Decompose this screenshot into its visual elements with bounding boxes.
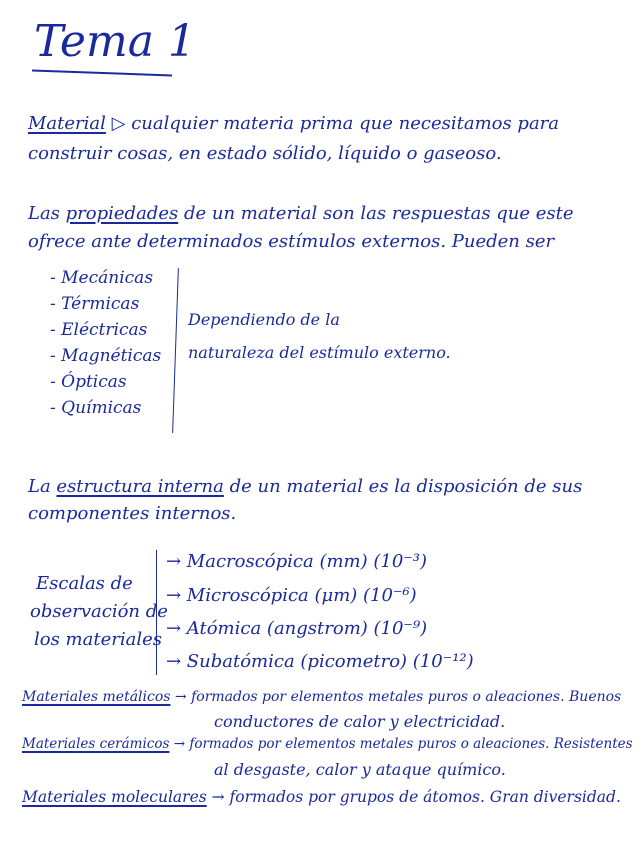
material-def-line2: construir cosas, en estado sólido, líquido o gaseoso. bbox=[28, 143, 502, 164]
tipo-metalicos-text1: → formados por elementos metales puros o aleaciones. Buenos bbox=[174, 689, 622, 705]
estructura-term: estructura interna bbox=[56, 476, 224, 497]
brace bbox=[156, 550, 157, 675]
tipo-moleculares-term: Materiales moleculares bbox=[22, 788, 207, 806]
tipo-ceramicos-line1 bbox=[22, 738, 633, 752]
list-item: → Macroscópica (mm) (10⁻³) bbox=[166, 551, 428, 572]
estructura-line2: componentes internos. bbox=[28, 503, 237, 524]
propiedades-line1 bbox=[28, 205, 574, 223]
propiedades-pre: Las bbox=[28, 203, 60, 224]
list-item: - Eléctricas bbox=[50, 320, 148, 340]
tipo-metalicos-line1 bbox=[22, 690, 621, 704]
tipo-metalicos-term: Materiales metálicos bbox=[22, 689, 171, 705]
arrow-icon: ▷ bbox=[111, 113, 132, 134]
tipo-moleculares-line1 bbox=[22, 790, 621, 806]
estructura-pre: La bbox=[28, 476, 51, 497]
estructura-post: de un material es la disposición de sus bbox=[229, 476, 583, 497]
propiedades-post: de un material son las respuestas que este bbox=[183, 203, 574, 224]
escalas-label2: observación de bbox=[30, 601, 168, 622]
material-def-text1: cualquier materia prima que necesitamos para bbox=[131, 113, 560, 134]
propiedades-term: propiedades bbox=[65, 203, 179, 224]
propiedades-note2: naturaleza del estímulo externo. bbox=[188, 343, 451, 362]
brace bbox=[172, 268, 179, 433]
escalas-label3: los materiales bbox=[34, 629, 162, 650]
tipo-ceramicos-text1: → formados por elementos metales puros o aleaciones. Resistentes bbox=[173, 736, 633, 752]
list-item: → Subatómica (picometro) (10⁻¹²) bbox=[166, 651, 474, 672]
material-term: Material bbox=[28, 113, 106, 134]
tipo-ceramicos-line2: al desgaste, calor y ataque químico. bbox=[214, 760, 506, 779]
tipo-metalicos-line2: conductores de calor y electricidad. bbox=[214, 712, 506, 731]
propiedades-line2: ofrece ante determinados estímulos externos. Pueden ser bbox=[28, 231, 555, 252]
estructura-line1 bbox=[28, 478, 582, 496]
list-item: - Magnéticas bbox=[50, 346, 162, 366]
propiedades-note1: Dependiendo de la bbox=[188, 310, 340, 329]
list-item: - Mecánicas bbox=[50, 268, 154, 288]
material-def-line1 bbox=[28, 115, 559, 133]
tipo-moleculares-text1: → formados por grupos de átomos. Gran diversidad. bbox=[211, 788, 621, 806]
list-item: → Atómica (angstrom) (10⁻⁹) bbox=[166, 618, 428, 639]
title-underline bbox=[32, 70, 172, 77]
escalas-label1: Escalas de bbox=[36, 573, 133, 594]
tipo-ceramicos-term: Materiales cerámicos bbox=[22, 736, 170, 752]
list-item: - Ópticas bbox=[50, 372, 127, 392]
page-title: Tema 1 bbox=[34, 16, 196, 67]
list-item: → Microscópica (μm) (10⁻⁶) bbox=[166, 585, 417, 606]
list-item: - Químicas bbox=[50, 398, 142, 418]
list-item: - Térmicas bbox=[50, 294, 140, 314]
